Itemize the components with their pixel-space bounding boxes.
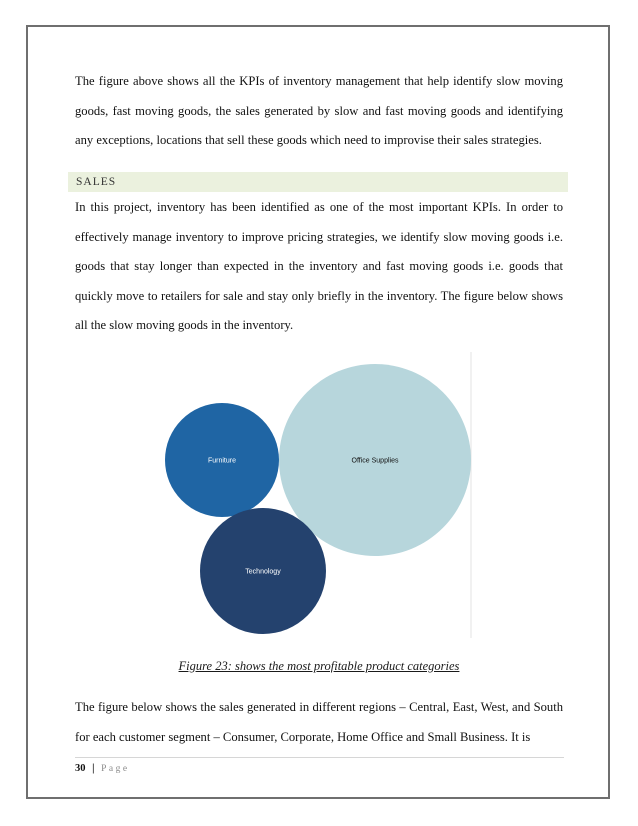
page-word: Page	[101, 764, 130, 774]
page-footer	[75, 762, 130, 776]
footer-separator: |	[92, 763, 95, 774]
page-number: 30	[75, 763, 86, 774]
regions-paragraph: The figure below shows the sales generated in different regions – Central, East, West, and South for each customer segment – Consumer, Corporate, Home Office and Small Business. It is	[75, 700, 563, 744]
footer-divider	[75, 757, 564, 758]
section-heading-sales: SALES	[68, 172, 568, 192]
bubble-label-furniture: Furniture	[207, 457, 237, 465]
figure-caption: Figure 23: shows the most profitable product categories	[178, 659, 460, 673]
bubble-figure	[150, 350, 480, 645]
bubble-chart-svg	[150, 350, 480, 645]
bubble-label-technology: Technology	[245, 568, 281, 576]
sales-paragraph: In this project, inventory has been identified as one of the most important KPIs. In order to effectively manage inventory to improve pricing strategies, we identify slow moving goods i.e. goods that stay longer than expected in the inventory and fast moving goods i.e. goods that quickly move to retailers for sale and stay only briefly in the inventory. The figure below shows all the slow moving goods in the inventory.	[75, 200, 563, 332]
intro-paragraph: The figure above shows all the KPIs of inventory management that help identify slow moving goods, fast moving goods, the sales generated by slow and fast moving goods and identifying any exceptions, locations that sell these goods which need to improvise their sales strategies.	[75, 74, 563, 147]
bubble-label-office-supplies: Office Supplies	[351, 457, 399, 465]
